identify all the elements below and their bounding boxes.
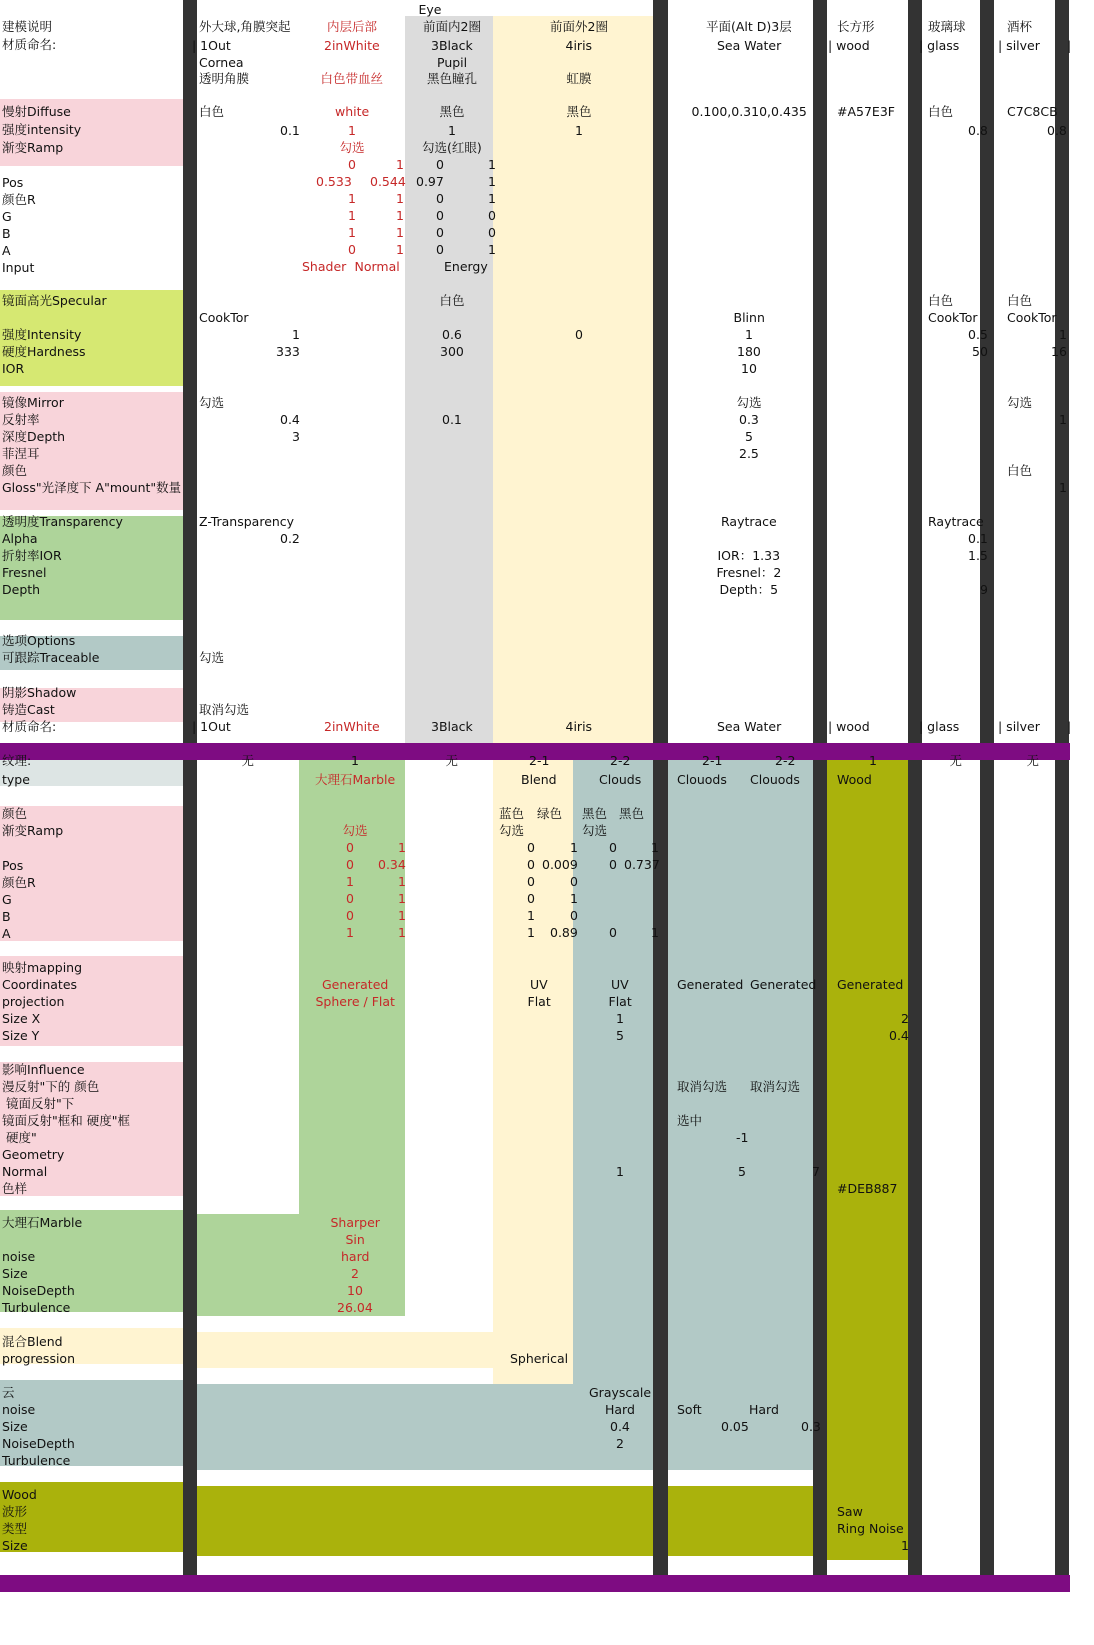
value-cell: 0	[436, 157, 444, 172]
value-cell: 0.1	[968, 531, 988, 546]
value-cell: Flat	[527, 994, 551, 1009]
value-cell: 16	[1051, 344, 1067, 359]
row-label: 硬度"	[2, 1130, 37, 1145]
value-cell: 1.5	[968, 548, 988, 563]
value-cell: 4iris	[565, 719, 593, 734]
row-label: 反射率	[2, 412, 40, 427]
value-cell: 0	[348, 157, 356, 172]
value-cell: Grayscale	[589, 1385, 652, 1400]
value-cell: 1	[527, 925, 535, 940]
value-cell: 7	[812, 1164, 820, 1179]
value-cell: 0.97	[416, 174, 444, 189]
wood-band-2	[668, 1486, 814, 1556]
value-cell: | glass	[919, 38, 960, 53]
value-cell: 333	[276, 344, 300, 359]
value-cell: 0	[346, 857, 354, 872]
value-cell: 2inWhite	[324, 38, 380, 53]
row-label: 渐变Ramp	[2, 140, 64, 155]
row-label: 颜色R	[2, 875, 36, 890]
row-label: Input	[2, 260, 35, 275]
value-cell: 0.4	[280, 412, 300, 427]
value-cell: Energy	[444, 259, 488, 274]
value-cell: 1	[396, 157, 404, 172]
row-label: 镜像Mirror	[2, 395, 64, 410]
value-cell: C7C8CB	[1007, 104, 1058, 119]
value-cell: 0.2	[280, 531, 300, 546]
value-cell: Cornea	[199, 55, 244, 70]
row-label: 镜面反射"框和 硬度"框	[2, 1113, 130, 1128]
value-cell: CookTor	[928, 310, 978, 325]
value-cell: 26.04	[337, 1300, 373, 1315]
value-cell: 0.4	[889, 1028, 909, 1043]
row-label: Depth	[2, 582, 41, 597]
row-label: Wood	[2, 1487, 37, 1502]
value-cell: 0	[436, 191, 444, 206]
value-cell: 0	[488, 225, 496, 240]
value-cell: 1	[396, 242, 404, 257]
row-label: 映射mapping	[2, 960, 83, 975]
value-cell: 1	[745, 327, 753, 342]
column-separator	[653, 0, 668, 1575]
value-cell: 2-2	[610, 753, 631, 768]
value-cell: Sin	[345, 1232, 365, 1247]
value-cell: 取消勾选	[750, 1079, 801, 1094]
row-label: A	[2, 926, 11, 941]
value-cell: 2inWhite	[324, 719, 380, 734]
value-cell: 0	[527, 840, 535, 855]
column-separator	[908, 0, 922, 1575]
value-cell: 无	[445, 753, 459, 768]
row-label: 渐变Ramp	[2, 823, 64, 838]
row-label: 混合Blend	[2, 1334, 63, 1349]
value-cell: 0	[346, 840, 354, 855]
row-label: Pos	[2, 858, 24, 873]
value-cell: 0	[436, 208, 444, 223]
value-cell: 黑色	[566, 104, 592, 119]
value-cell: 0.3	[739, 412, 759, 427]
row-label: 选项Options	[2, 633, 76, 648]
value-cell: Generated	[837, 977, 904, 992]
value-cell: 0.6	[442, 327, 462, 342]
value-cell: Sharper	[330, 1215, 380, 1230]
value-cell: 取消勾选	[199, 702, 250, 717]
value-cell: 0.8	[968, 123, 988, 138]
value-cell: 0	[609, 840, 617, 855]
value-cell: 前面外2圈	[550, 19, 608, 34]
value-cell: 1	[448, 123, 456, 138]
row-label: 深度Depth	[2, 429, 66, 444]
value-cell: 2	[901, 1011, 909, 1026]
value-cell: white	[335, 104, 370, 119]
row-label: 纹理:	[2, 753, 32, 768]
value-cell: 1	[398, 874, 406, 889]
row-label: Size	[2, 1538, 28, 1553]
value-cell: 1	[398, 925, 406, 940]
value-cell: 白色	[928, 293, 954, 308]
value-cell: Depth：5	[719, 582, 779, 597]
row-label: IOR	[2, 361, 25, 376]
value-cell: 1	[346, 874, 354, 889]
section-divider	[0, 1575, 1070, 1592]
value-cell: Z-Transparency	[199, 514, 295, 529]
column-separator	[813, 0, 827, 1575]
value-cell: 1	[348, 225, 356, 240]
value-cell: | silver	[998, 719, 1040, 734]
value-cell: 10	[741, 361, 757, 376]
value-cell: 勾选	[582, 823, 608, 838]
row-label: 镜面反射"下	[2, 1096, 75, 1111]
value-cell: 蓝色	[499, 806, 525, 821]
value-cell: Sea Water	[717, 719, 782, 734]
row-label: 颜色R	[2, 192, 36, 207]
row-label: Size Y	[2, 1028, 40, 1043]
value-cell: Clouods	[750, 772, 800, 787]
value-cell: 0.89	[550, 925, 578, 940]
row-label: 折射率IOR	[2, 548, 62, 563]
value-cell: 2	[351, 1266, 359, 1281]
value-cell: Normal	[354, 259, 400, 274]
value-cell: 0	[488, 208, 496, 223]
value-cell: Hard	[749, 1402, 779, 1417]
value-cell: |	[1067, 38, 1072, 53]
value-cell: 白色	[199, 104, 225, 119]
row-label: 色样	[2, 1181, 28, 1196]
value-cell: 5	[738, 1164, 746, 1179]
value-cell: 3	[292, 429, 300, 444]
value-cell: 0.4	[610, 1419, 630, 1434]
value-cell: 1	[488, 191, 496, 206]
value-cell: Clouods	[677, 772, 727, 787]
value-cell: Raytrace	[928, 514, 984, 529]
value-cell: 4iris	[565, 38, 593, 53]
value-cell: 白色	[439, 293, 465, 308]
value-cell: | wood	[828, 38, 870, 53]
value-cell: 0	[570, 874, 578, 889]
value-cell: 0.8	[1047, 123, 1067, 138]
value-cell: 勾选	[1007, 395, 1033, 410]
value-cell: 0	[609, 857, 617, 872]
value-cell: 1	[570, 891, 578, 906]
value-cell: 取消勾选	[677, 1079, 728, 1094]
row-label: Turbulence	[2, 1300, 71, 1315]
value-cell: 白色	[1007, 293, 1033, 308]
row-label: 镜面高光Specular	[2, 293, 107, 308]
row-label: 菲涅耳	[2, 446, 40, 461]
value-cell: 0.5	[968, 327, 988, 342]
value-cell: Generated	[750, 977, 817, 992]
row-label: Turbulence	[2, 1453, 71, 1468]
value-cell: 2-1	[529, 753, 550, 768]
value-cell: 1	[616, 1011, 624, 1026]
row-label: Geometry	[2, 1147, 65, 1162]
value-cell: 勾选	[339, 140, 365, 155]
value-cell: 0.34	[378, 857, 406, 872]
row-label: Size	[2, 1266, 28, 1281]
value-cell: 1	[1059, 327, 1067, 342]
value-cell: #DEB887	[837, 1181, 898, 1196]
row-label: G	[2, 209, 12, 224]
value-cell: | 1Out	[192, 38, 231, 53]
value-cell: 2-1	[702, 753, 723, 768]
value-cell: IOR：1.33	[717, 548, 781, 563]
row-label: noise	[2, 1249, 36, 1264]
row-label: 材质命名:	[2, 37, 57, 52]
value-cell: 勾选	[199, 650, 225, 665]
row-label: B	[2, 909, 11, 924]
value-cell: 50	[972, 344, 988, 359]
row-label: 建模说明	[2, 19, 53, 34]
value-cell: Sea Water	[717, 38, 782, 53]
column-wood	[827, 760, 909, 1560]
value-cell: 0.1	[442, 412, 462, 427]
value-cell: 1	[1059, 412, 1067, 427]
value-cell: Sphere / Flat	[315, 994, 395, 1009]
value-cell: 1	[570, 840, 578, 855]
value-cell: 5	[616, 1028, 624, 1043]
value-cell: Eye	[418, 2, 442, 17]
value-cell: 玻璃球	[928, 19, 966, 34]
value-cell: 0	[348, 242, 356, 257]
column-separator	[183, 0, 197, 1575]
value-cell: Blend	[521, 772, 557, 787]
value-cell: 0.737	[624, 857, 660, 872]
value-cell: -1	[736, 1130, 749, 1145]
value-cell: 平面(Alt D)3层	[706, 19, 792, 34]
value-cell: 2-2	[775, 753, 796, 768]
value-cell: 前面内2圈	[423, 19, 481, 34]
value-cell: 透明角膜	[199, 71, 250, 86]
value-cell: 180	[737, 344, 761, 359]
value-cell: 0.100,0.310,0.435	[691, 104, 807, 119]
value-cell: 1	[292, 327, 300, 342]
value-cell: 1	[651, 925, 659, 940]
value-cell: CookTor	[199, 310, 249, 325]
value-cell: Generated	[322, 977, 389, 992]
row-label: Fresnel	[2, 565, 47, 580]
value-cell: 内层后部	[327, 19, 378, 34]
value-cell: 1	[346, 925, 354, 940]
row-label: noise	[2, 1402, 36, 1417]
value-cell: 0	[575, 327, 583, 342]
row-label: Pos	[2, 175, 24, 190]
value-cell: 白色	[1007, 463, 1033, 478]
value-cell: 选中	[677, 1113, 703, 1128]
value-cell: Raytrace	[721, 514, 777, 529]
row-label: projection	[2, 994, 65, 1009]
value-cell: | glass	[919, 719, 960, 734]
value-cell: 0	[527, 857, 535, 872]
value-cell: 1	[1059, 480, 1067, 495]
value-cell: | silver	[998, 38, 1040, 53]
row-label: 颜色	[2, 463, 28, 478]
value-cell: 酒杯	[1007, 19, 1033, 34]
value-cell: 勾选	[499, 823, 525, 838]
value-cell: 1	[488, 157, 496, 172]
value-cell: 1	[575, 123, 583, 138]
value-cell: | wood	[828, 719, 870, 734]
value-cell: UV	[611, 977, 629, 992]
value-cell: 1	[488, 174, 496, 189]
value-cell: 0.05	[721, 1419, 749, 1434]
value-cell: 黑色	[582, 806, 608, 821]
row-label: 波形	[2, 1504, 28, 1519]
value-cell: 5	[745, 429, 753, 444]
value-cell: 1	[651, 840, 659, 855]
row-label: 大理石Marble	[2, 1215, 83, 1230]
value-cell: 0.533	[316, 174, 352, 189]
value-cell: 黑色	[619, 806, 645, 821]
value-cell: Spherical	[510, 1351, 569, 1366]
row-label: 阴影Shadow	[2, 685, 77, 700]
value-cell: 虹膜	[566, 71, 592, 86]
wood-band	[197, 1486, 653, 1556]
value-cell: 1	[348, 123, 356, 138]
value-cell: #A57E3F	[837, 104, 895, 119]
value-cell: Pupil	[437, 55, 468, 70]
value-cell: UV	[530, 977, 548, 992]
value-cell: Flat	[608, 994, 632, 1009]
value-cell: 1	[396, 208, 404, 223]
value-cell: 大理石Marble	[315, 772, 396, 787]
row-label: 铸造Cast	[2, 702, 55, 717]
value-cell: 0	[570, 908, 578, 923]
value-cell: 白色	[928, 104, 954, 119]
value-cell: 勾选	[736, 395, 762, 410]
value-cell: 无	[1026, 753, 1040, 768]
value-cell: 1	[396, 225, 404, 240]
value-cell: 1	[396, 191, 404, 206]
row-label: Coordinates	[2, 977, 78, 992]
row-label: G	[2, 892, 12, 907]
row-label: Alpha	[2, 531, 38, 546]
value-cell: 无	[949, 753, 963, 768]
value-cell: | 1Out	[192, 719, 231, 734]
value-cell: 0	[527, 891, 535, 906]
row-label: NoiseDepth	[2, 1283, 75, 1298]
row-label: 类型	[2, 1521, 28, 1536]
value-cell: Clouds	[599, 772, 642, 787]
value-cell: 0	[346, 908, 354, 923]
value-cell: |	[1067, 719, 1072, 734]
value-cell: hard	[341, 1249, 370, 1264]
row-label: A	[2, 243, 11, 258]
value-cell: 2.5	[739, 446, 759, 461]
row-label: 颜色	[2, 806, 28, 821]
value-cell: 长方形	[837, 19, 875, 34]
row-label: Size X	[2, 1011, 41, 1026]
value-cell: 1	[351, 753, 359, 768]
value-cell: 1	[901, 1538, 909, 1553]
clouds-band	[197, 1384, 653, 1470]
value-cell: 1	[398, 908, 406, 923]
value-cell: 9	[980, 582, 988, 597]
row-label: Size	[2, 1419, 28, 1434]
row-label: type	[2, 772, 30, 787]
value-cell: 0.544	[370, 174, 406, 189]
row-label: Normal	[2, 1164, 48, 1179]
column-separator	[1055, 0, 1072, 1575]
row-label: 透明度Transparency	[2, 514, 123, 529]
value-cell: Ring Noise	[837, 1521, 904, 1536]
value-cell: 白色带血丝	[320, 71, 384, 86]
value-cell: 1	[398, 891, 406, 906]
value-cell: 绿色	[537, 806, 563, 821]
value-cell: 1	[348, 191, 356, 206]
value-cell: Blinn	[733, 310, 765, 325]
value-cell: 1	[488, 242, 496, 257]
value-cell: Shader	[302, 259, 347, 274]
row-label: 漫反射"下的 颜色	[2, 1079, 100, 1094]
value-cell: 0.009	[542, 857, 578, 872]
value-cell: 0.1	[280, 123, 300, 138]
value-cell: 1	[348, 208, 356, 223]
value-cell: 3Black	[431, 38, 473, 53]
value-cell: CookTor	[1007, 310, 1057, 325]
value-cell: 0	[436, 242, 444, 257]
value-cell: 0	[609, 925, 617, 940]
row-label: progression	[2, 1351, 76, 1366]
column-4iris	[493, 16, 653, 743]
value-cell: 0	[346, 891, 354, 906]
value-cell: 黑色	[439, 104, 465, 119]
row-label: 云	[2, 1385, 15, 1400]
column-separator	[980, 0, 994, 1575]
value-cell: 300	[440, 344, 464, 359]
value-cell: 外大球,角膜突起	[199, 19, 291, 34]
value-cell: 黑色瞳孔	[427, 71, 478, 86]
row-label: 慢射Diffuse	[2, 104, 71, 119]
value-cell: Generated	[677, 977, 744, 992]
value-cell: 1	[616, 1164, 624, 1179]
value-cell: Hard	[605, 1402, 635, 1417]
value-cell: Fresnel：2	[716, 565, 782, 580]
row-label: Gloss"光泽度下 A"mount"数量	[2, 480, 182, 495]
row-label: 可跟踪Traceable	[2, 650, 100, 665]
row-label: 影响Influence	[2, 1062, 85, 1077]
value-cell: Soft	[677, 1402, 702, 1417]
value-cell: 勾选	[342, 823, 368, 838]
row-label: 强度intensity	[2, 122, 82, 137]
row-label: 硬度Hardness	[2, 344, 86, 359]
value-cell: 勾选(红眼)	[422, 140, 482, 155]
value-cell: 勾选	[199, 395, 225, 410]
value-cell: 无	[241, 753, 255, 768]
row-label: 材质命名:	[2, 719, 57, 734]
value-cell: 1	[527, 908, 535, 923]
row-label: B	[2, 226, 11, 241]
value-cell: 0.3	[801, 1419, 821, 1434]
value-cell: 1	[398, 840, 406, 855]
row-label: 强度Intensity	[2, 327, 82, 342]
value-cell: 10	[347, 1283, 363, 1298]
row-label: NoiseDepth	[2, 1436, 75, 1451]
value-cell: Wood	[837, 772, 872, 787]
value-cell: Saw	[837, 1504, 863, 1519]
value-cell: 1	[869, 753, 877, 768]
value-cell: 0	[436, 225, 444, 240]
value-cell: 0	[527, 874, 535, 889]
value-cell: 2	[616, 1436, 624, 1451]
value-cell: 3Black	[431, 719, 473, 734]
